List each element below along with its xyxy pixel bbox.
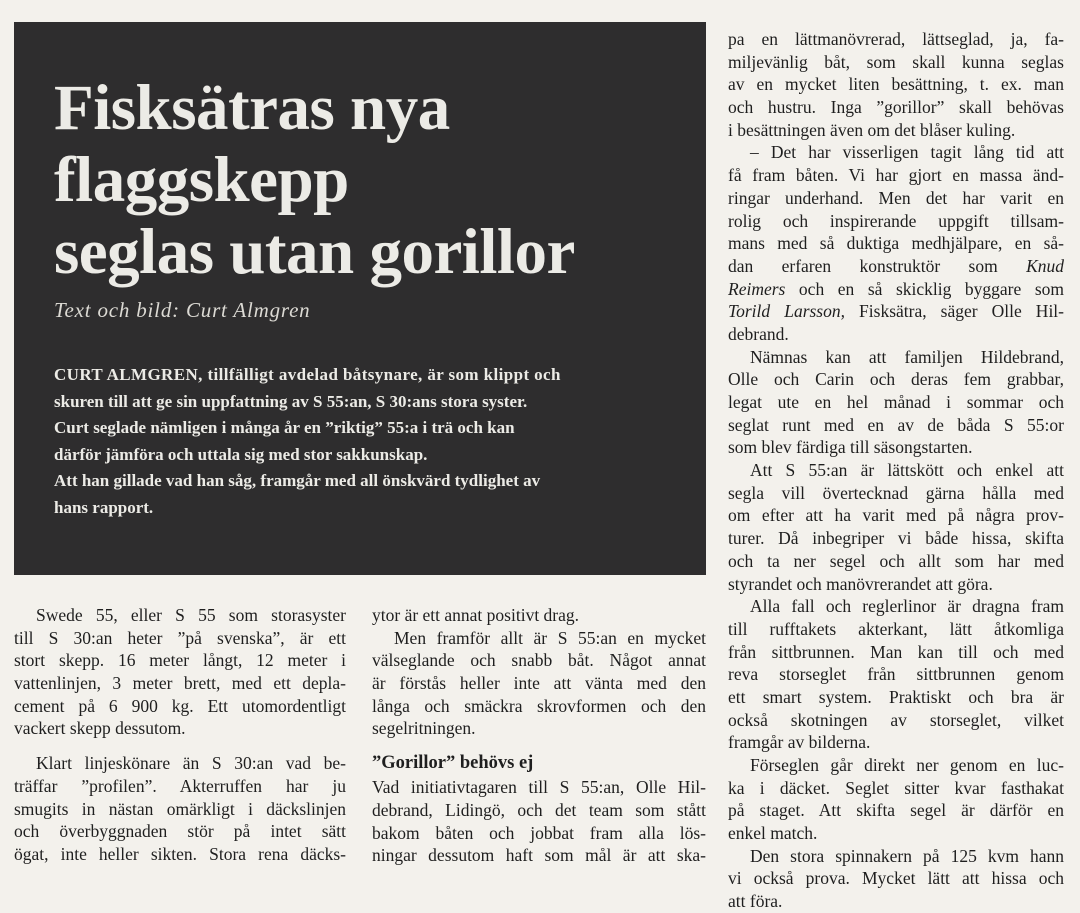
- text-line: bakom båten och jobbat fram alla lös-: [372, 822, 706, 843]
- text-line: mans med så duktiga medhjälpare, en så-: [728, 233, 1064, 254]
- text-line: vackert skepp dessutom.: [14, 718, 186, 739]
- text-line: Nämnas kan att familjen Hildebrand,: [750, 346, 1064, 367]
- text-line: segla vill övertecknad gärna hålla med: [728, 482, 1064, 503]
- intro-line: skuren till att ge sin uppfattning av S 55:an, S 30:ans stora syster.: [54, 391, 528, 411]
- text-line: debrand.: [728, 323, 789, 344]
- text-line: från sittbrunnen. Man kan till och med: [728, 641, 1064, 662]
- text-line: rolig och inspirerande uppgift tillsam-: [728, 210, 1064, 231]
- text-line: framgår av bilderna.: [728, 732, 871, 753]
- text-line: i besättningen även om det blåser kuling.: [728, 119, 1016, 140]
- headline-line: Fisksätras nya: [54, 72, 450, 144]
- text-line: enkel match.: [728, 823, 818, 844]
- text-line: debrand, Lidingö, och det team som stått: [372, 799, 706, 820]
- text-segment: dan erfaren konstruktör som: [728, 255, 998, 276]
- byline: Text och bild: Curt Almgren: [54, 298, 311, 322]
- article-column-2: [372, 604, 706, 867]
- text-line: vattenlinjen, 3 meter brett, med ett depla-: [14, 673, 346, 694]
- text-line: seglat runt med en av de båda S 55:or: [728, 414, 1064, 435]
- text-line: pa en lättmanövrerad, lättseglad, ja, fa-: [728, 29, 1064, 49]
- intro-line: Att han gillade vad han såg, framgår med all önskvärd tydlighet av: [54, 471, 541, 490]
- intro-line: hans rapport.: [54, 497, 154, 517]
- text-line: turer. Då inbegriper vi både hissa, skifta: [728, 528, 1064, 549]
- text-segment: Fisksätra, säger Olle Hil-: [859, 301, 1064, 322]
- article-column-1: [14, 604, 346, 866]
- text-segment: och en så skicklig byggare som: [798, 278, 1065, 299]
- headline: [54, 72, 694, 288]
- text-line: till S 30:an heter ”på svenska”, är ett: [14, 627, 346, 648]
- text-line: och ta ner segel och allt som har med: [728, 550, 1064, 571]
- text-line: [728, 255, 1064, 278]
- text-line: och hustru. Inga ”gorillor” skall behövas: [728, 97, 1064, 118]
- text-line: smugits in nästan omärkligt i däckslinjen: [14, 798, 346, 819]
- headline-line: seglas utan gorillor: [54, 216, 575, 288]
- intro-line: CURT ALMGREN, tillfälligt avdelad båtsynare, är som klippt och: [54, 365, 561, 384]
- text-line: – Det har visserligen tagit lång tid att: [750, 142, 1064, 163]
- name-italic: Knud: [1026, 255, 1065, 276]
- text-line: reva storseglet från sittbrunnen genom: [728, 664, 1064, 685]
- text-line: Olle och Carin och deras fem grabbar,: [728, 369, 1064, 390]
- article-column-3: [728, 28, 1064, 913]
- text-line: Alla fall och reglerlinor är dragna fram: [750, 596, 1064, 617]
- text-line: Vad initiativtagaren till S 55:an, Olle Hil-: [372, 777, 706, 798]
- name-italic: Reimers: [728, 278, 786, 299]
- text-line: Att S 55:an är lättskött och enkel att: [750, 460, 1064, 481]
- text-line: ringar underhand. Men det har varit en: [728, 187, 1064, 208]
- text-line: ytor är ett annat positivt drag.: [372, 605, 580, 625]
- text-line: Klart linjeskönare än S 30:an vad be-: [36, 753, 346, 774]
- text-line: miljevänlig båt, som skall kunna seglas: [728, 51, 1064, 72]
- text-line: och överbyggnaden stör på intet sätt: [14, 821, 346, 842]
- text-line: ka i däcket. Seglet sitter kvar fasthakat: [728, 777, 1064, 798]
- headline-box: [14, 22, 706, 575]
- intro-line: Curt seglade nämligen i många år en ”riktig” 55:a i trä och kan: [54, 418, 515, 437]
- text-line: är förstås heller inte att vänta med den: [372, 673, 706, 694]
- subheading: ”Gorillor” behövs ej: [372, 753, 534, 774]
- intro-text: [54, 362, 694, 521]
- text-line: också skotningen av storseglet, vilket: [728, 709, 1064, 730]
- text-line: ningar dessutom haft som mål är att ska-: [372, 845, 706, 866]
- text-line: välseglande och snabb båt. Något annat: [372, 650, 706, 671]
- text-line: som blev färdiga till säsongstarten.: [728, 437, 973, 458]
- text-line: [728, 300, 1064, 323]
- text-line: vi också prova. Mycket lätt att hissa och: [728, 868, 1064, 889]
- text-line: Men framför allt är S 55:an en mycket: [394, 627, 706, 648]
- text-line: träffar ”profilen”. Akterruffen har ju: [14, 775, 346, 796]
- text-line: ögat, inte heller sikten. Stora rena däcks-: [14, 843, 346, 864]
- headline-line: flaggskepp: [54, 144, 349, 216]
- text-line: cement på 6 900 kg. Ett utomordentligt: [14, 695, 346, 716]
- text-line: Den stora spinnakern på 125 kvm hann: [750, 845, 1064, 866]
- text-line: Swede 55, eller S 55 som storasyster: [36, 605, 346, 625]
- text-line: [728, 278, 1064, 301]
- text-line: styrandet och manövrerandet att göra.: [728, 573, 993, 594]
- text-line: av en mycket liten besättning, t. ex. man: [728, 74, 1064, 95]
- text-line: om efter att ha varit med på några prov-: [728, 505, 1064, 526]
- text-line: få fram båten. Vi har gjort en massa änd-: [728, 165, 1064, 186]
- text-line: stort skepp. 16 meter långt, 12 meter i: [14, 650, 346, 671]
- text-line: Förseglen går direkt ner genom en luc-: [750, 755, 1064, 775]
- name-italic: Torild Larsson,: [728, 301, 845, 322]
- text-line: segelritningen.: [372, 718, 476, 739]
- text-line: att föra.: [728, 891, 783, 912]
- text-line: legat ute en hel månad i sommar och: [728, 392, 1064, 412]
- text-line: på staget. Att skifta segel är därför en: [728, 800, 1064, 821]
- intro-line: därför jämföra och uttala sig med stor sakkunskap.: [54, 444, 428, 464]
- text-line: långa och smäckra skrovformen och den: [372, 695, 706, 716]
- text-line: till rufftakets akterkant, lätt åtkomliga: [728, 618, 1064, 639]
- text-line: ett smart system. Praktiskt och bra är: [728, 686, 1064, 707]
